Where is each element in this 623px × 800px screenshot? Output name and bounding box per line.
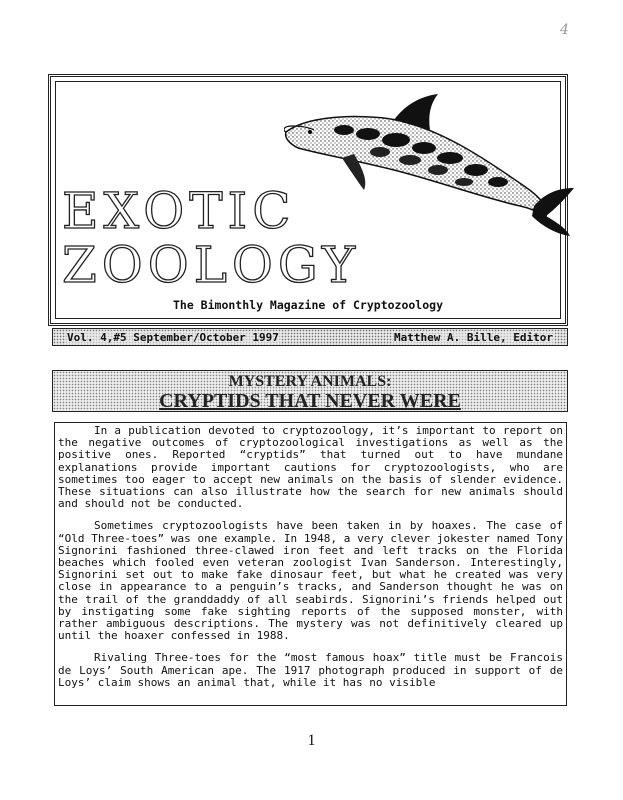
page-number: 1 (307, 732, 316, 749)
magazine-title-line1: EXOTIC (62, 182, 296, 240)
masthead (48, 74, 568, 326)
article-body (54, 422, 567, 706)
article-paragraph: Sometimes cryptozoologists have been taken in by hoaxes. The case of “Old Three-toes” was one example. In 1948, a very clever jokester named Tony Signorini fashioned three-clawed iron feet and left tracks on the Florida beaches which fooled even veteran zoologist Ivan Sanderson. Interestingly, Signorini set out to make fake dinosaur feet, but what he created was very close in appearance to a penguin’s tracks, and Sanderson thought he was on the trail of the granddaddy of all seabirds. Signorini’s friends helped out by instigating some fake sighting reports of the supposed monster, with rather ambiguous descriptions. The mystery was not definitively cleared up until the hoaxer confessed in 1988. (58, 519, 563, 643)
article-title-line1: MYSTERY ANIMALS: (228, 373, 392, 390)
article-paragraph: In a publication devoted to cryptozoology, it’s important to report on the negative outcomes of cryptozoological investigations as well as the positive ones. Reported “cryptids” that turned out to have mundane explanations provide important cautions for cryptozoologists, who are sometimes too eager to accept new animals on the basis of slender evidence. These situations can also illustrate how the search for new animals should and should not be conducted. (58, 424, 563, 511)
article-title-line2: CRYPTIDS THAT NEVER WERE (159, 390, 461, 412)
volume-bar (52, 328, 568, 346)
dolphin-illustration-icon (284, 88, 576, 238)
article-paragraph: Rivaling Three-toes for the “most famous hoax” title must be Francois de Loys’ South American ape. The 1917 photograph produced in support of de Loys’ claim shows an animal that, while it has no visible (58, 651, 563, 689)
corner-mark: 4 (560, 22, 569, 38)
magazine-tagline: The Bimonthly Magazine of Cryptozoology (172, 298, 444, 312)
editor-info: Matthew A. Bille, Editor (394, 330, 553, 344)
magazine-title-line2: ZOOLOGY (62, 236, 360, 294)
article-banner (52, 370, 568, 412)
issue-info: Vol. 4,#5 September/October 1997 (67, 330, 279, 344)
